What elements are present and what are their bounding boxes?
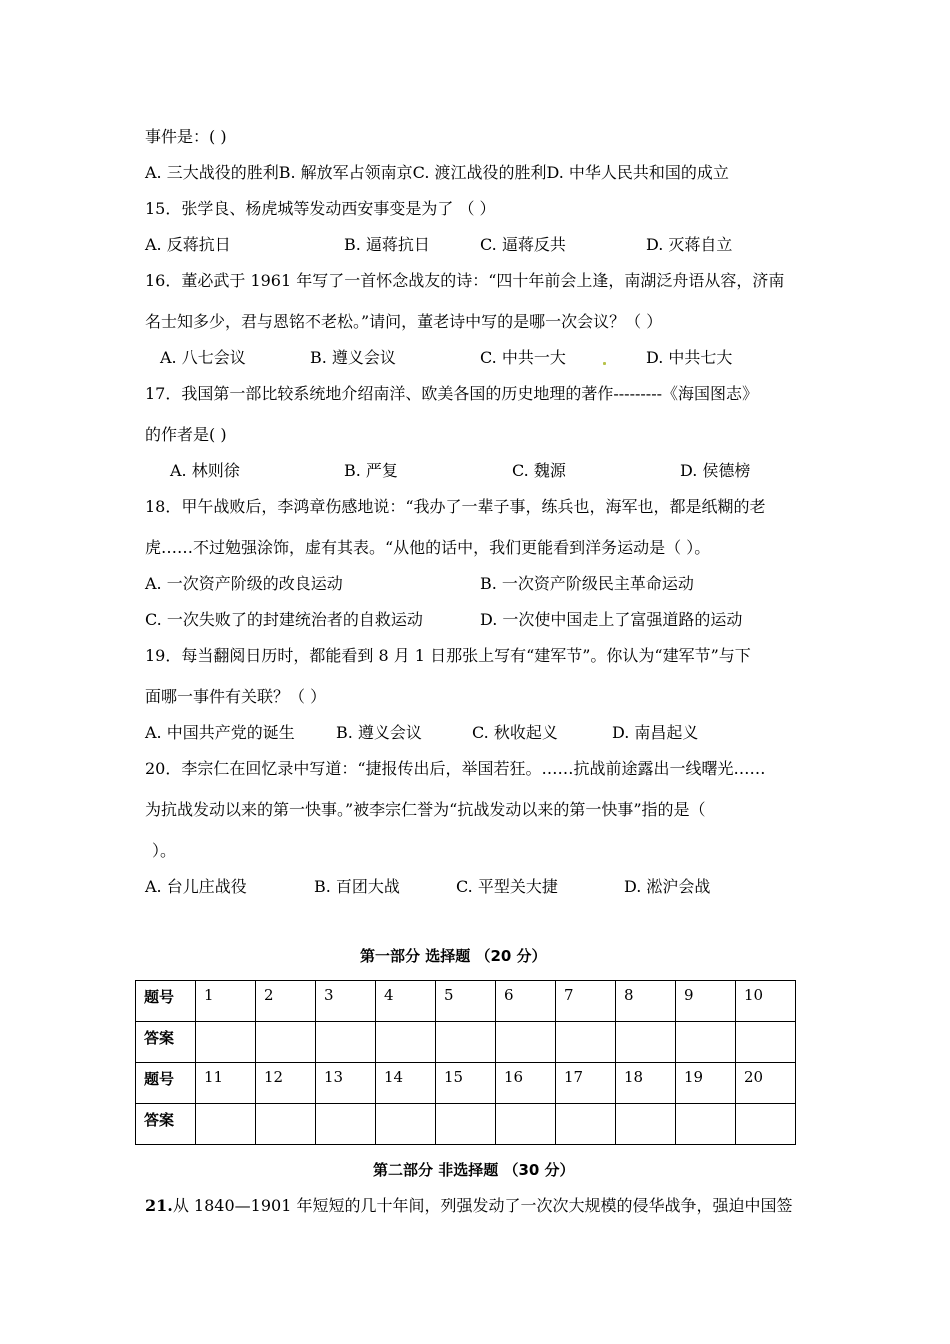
q17-stem-line2: 的作者是( ) [145,425,227,444]
answer-cell[interactable] [676,1104,736,1145]
q17-stem-line1: 17．我国第一部比较系统地介绍南洋、欧美各国的历史地理的著作---------《海国图志》 [145,384,759,403]
q16-option-a[interactable]: A. 八七会议 [160,348,246,367]
answer-cell[interactable] [556,1022,616,1063]
question-number-cell: 14 [376,1063,436,1104]
q18-option-d[interactable]: D. 一次使中国走上了富强道路的运动 [480,610,743,629]
answer-cell[interactable] [616,1022,676,1063]
q20-option-d[interactable]: D. 淞沪会战 [624,877,711,896]
q20-stem-line1: 20．李宗仁在回忆录中写道：“捷报传出后，举国若狂。……抗战前途露出一线曙光…… [145,759,766,778]
row-label-question-no: 题号 [136,981,196,1022]
q17-option-d[interactable]: D. 侯德榜 [680,461,751,480]
row-label-answer: 答案 [136,1104,196,1145]
q14-stem-tail: 事件是：( ) [145,127,227,146]
question-number-cell: 10 [736,981,796,1022]
answer-cell[interactable] [436,1104,496,1145]
q20-stem-line2: 为抗战发动以来的第一快事。”被李宗仁誉为“抗战发动以来的第一快事”指的是（ [145,800,706,819]
q14-options: A. 三大战役的胜利B. 解放军占领南京C. 渡江战役的胜利D. 中华人民共和国的成立 [145,163,729,182]
q16-option-d[interactable]: D. 中共七大 [646,348,733,367]
q18-option-b[interactable]: B. 一次资产阶级民主革命运动 [480,574,694,593]
table-row [136,1022,796,1063]
answer-cell[interactable] [736,1104,796,1145]
question-number-cell: 16 [496,1063,556,1104]
q19-option-c[interactable]: C. 秋收起义 [472,723,558,742]
question-number-cell: 19 [676,1063,736,1104]
row-label-question-no: 题号 [136,1063,196,1104]
answer-cell[interactable] [376,1104,436,1145]
q21-line [145,1196,792,1216]
q19-stem-line1: 19．每当翻阅日历时，都能看到 8 月 1 日那张上写有“建军节”。你认为“建军节”与下 [145,646,751,665]
q20-option-c[interactable]: C. 平型关大捷 [456,877,558,896]
q17-option-b[interactable]: B. 严复 [344,461,398,480]
answer-cell[interactable] [496,1022,556,1063]
artifact-dot [603,362,606,365]
q18-stem-line1: 18．甲午战败后，李鸿章伤感地说：“我办了一辈子事，练兵也，海军也，都是纸糊的老 [145,497,766,516]
q16-option-c[interactable]: C. 中共一大 [480,348,566,367]
question-number-cell: 7 [556,981,616,1022]
q19-option-a[interactable]: A. 中国共产党的诞生 [145,723,295,742]
q16-option-b[interactable]: B. 遵义会议 [310,348,396,367]
answer-table [135,980,796,1145]
question-number-cell: 4 [376,981,436,1022]
q17-option-c[interactable]: C. 魏源 [512,461,566,480]
question-number-cell: 17 [556,1063,616,1104]
table-row [136,1063,796,1104]
answer-cell[interactable] [676,1022,736,1063]
q19-stem-line2: 面哪一事件有关联？（ ） [145,687,327,706]
answer-cell[interactable] [436,1022,496,1063]
row-label-answer: 答案 [136,1022,196,1063]
q19-option-d[interactable]: D. 南昌起义 [612,723,699,742]
answer-cell[interactable] [316,1022,376,1063]
q21-stem: 从 1840—1901 年短短的几十年间，列强发动了一次次大规模的侵华战争，强迫中国签 [172,1196,793,1215]
q17-option-a[interactable]: A. 林则徐 [170,461,240,480]
q19-option-b[interactable]: B. 遵义会议 [336,723,422,742]
q18-option-a[interactable]: A. 一次资产阶级的改良运动 [145,574,343,593]
q18-stem-line2: 虎……不过勉强涂饰，虚有其表。“从他的话中，我们更能看到洋务运动是（ ）。 [145,538,711,557]
question-number-cell: 12 [256,1063,316,1104]
answer-cell[interactable] [316,1104,376,1145]
q15-option-b[interactable]: B. 逼蒋抗日 [344,235,430,254]
question-number-cell: 1 [196,981,256,1022]
q20-option-a[interactable]: A. 台儿庄战役 [145,877,247,896]
q15-option-d[interactable]: D. 灭蒋自立 [646,235,733,254]
question-number-cell: 8 [616,981,676,1022]
table-row [136,981,796,1022]
question-number-cell: 15 [436,1063,496,1104]
answer-cell[interactable] [256,1022,316,1063]
part2-title: 第二部分 非选择题 （30 分） [373,1161,575,1179]
answer-cell[interactable] [556,1104,616,1145]
answer-cell[interactable] [616,1104,676,1145]
question-number-cell: 18 [616,1063,676,1104]
question-number-cell: 3 [316,981,376,1022]
q20-stem-line3: ）。 [152,841,177,860]
q15-stem: 15．张学良、杨虎城等发动西安事变是为了 （ ） [145,199,496,218]
question-number-cell: 11 [196,1063,256,1104]
q18-option-c[interactable]: C. 一次失败了的封建统治者的自救运动 [145,610,423,629]
answer-cell[interactable] [736,1022,796,1063]
answer-cell[interactable] [196,1104,256,1145]
q15-option-c[interactable]: C. 逼蒋反共 [480,235,566,254]
question-number-cell: 5 [436,981,496,1022]
question-number-cell: 13 [316,1063,376,1104]
answer-cell[interactable] [256,1104,316,1145]
part1-title: 第一部分 选择题 （20 分） [360,947,547,965]
q21-number: 21. [145,1196,173,1215]
q20-option-b[interactable]: B. 百团大战 [314,877,400,896]
q16-stem-line2: 名士知多少，君与恩铭不老松。”请问，董老诗中写的是哪一次会议？（ ） [145,312,663,331]
table-row [136,1104,796,1145]
question-number-cell: 9 [676,981,736,1022]
question-number-cell: 20 [736,1063,796,1104]
answer-cell[interactable] [376,1022,436,1063]
question-number-cell: 2 [256,981,316,1022]
answer-cell[interactable] [196,1022,256,1063]
q15-option-a[interactable]: A. 反蒋抗日 [145,235,231,254]
answer-cell[interactable] [496,1104,556,1145]
q16-stem-line1: 16．董必武于 1961 年写了一首怀念战友的诗：“四十年前会上逢，南湖泛舟语从容，济南 [145,271,785,290]
question-number-cell: 6 [496,981,556,1022]
